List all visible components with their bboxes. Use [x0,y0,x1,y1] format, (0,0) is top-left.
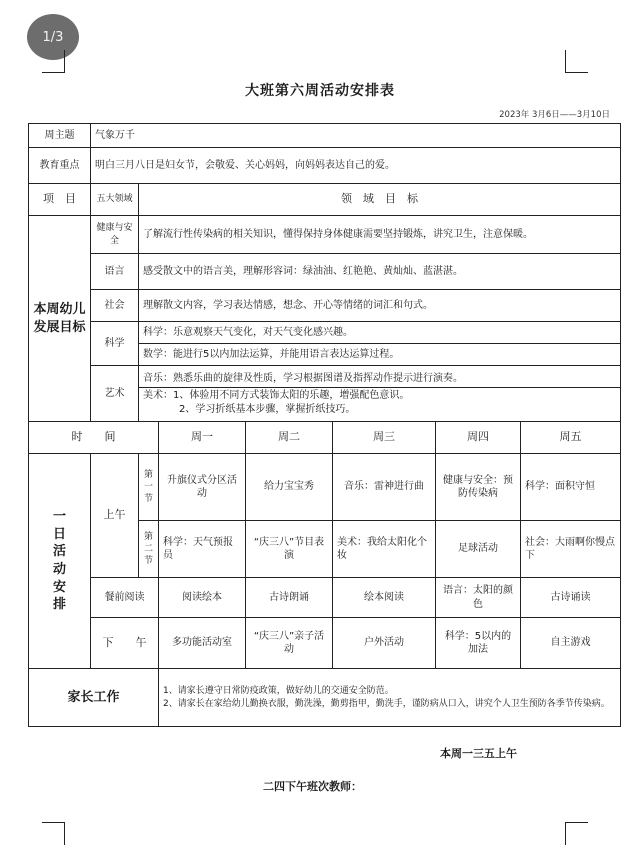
morning-slot-1-row [29,454,621,521]
goal-text-language: 感受散文中的语言美，理解形容词：绿油油、红艳艳、黄灿灿、蓝湛湛。 [139,254,621,290]
schedule-cell: 音乐：雷神进行曲 [333,454,436,521]
goals-header-item: 项 目 [29,184,91,216]
goal-row-society [29,290,621,322]
schedule-cell: 美术：我给太阳化个妆 [333,521,436,578]
goal-area-language: 语言 [91,254,139,290]
goal-row-health [29,216,621,254]
pre-meal-row [29,578,621,618]
schedule-cell: 阅读绘本 [159,578,246,618]
schedule-cell: “庆三八”亲子活动 [246,618,333,669]
schedule-cell: 科学：面积守恒 [521,454,621,521]
day-header: 周四 [436,422,521,454]
goal-text-society: 理解散文内容，学习表达情感，想念、开心等情绪的词汇和句式。 [139,290,621,322]
goal-row-science [29,322,621,344]
footer-line-1: 本周一三五上午 [440,747,517,760]
schedule-cell: 户外活动 [333,618,436,669]
day-header: 周五 [521,422,621,454]
goal-text-health: 了解流行性传染病的相关知识，懂得保持身体健康需要坚持锻炼，讲究卫生，注意保暖。 [139,216,621,254]
goal-area-health: 健康与安全 [91,216,139,254]
focus-value: 明白三月八日是妇女节，会敬爱、关心妈妈，向妈妈表达自己的爱。 [91,148,621,184]
crop-mark-top-right [565,50,588,73]
focus-label: 教育重点 [29,148,91,184]
goals-header-goal: 领 域 目 标 [139,184,621,216]
schedule-cell: 科学：5以内的加法 [436,618,521,669]
afternoon-label: 下 午 [91,618,159,669]
focus-row [29,148,621,184]
goal-text-art-2: 美术：1、体验用不同方式装饰太阳的乐趣，增强配色意识。 [143,390,410,402]
time-label: 时 间 [29,422,159,454]
goal-row-language [29,254,621,290]
goals-header-area: 五大领域 [91,184,139,216]
schedule-cell: “庆三八”节目表演 [246,521,333,578]
theme-label: 周主题 [29,124,91,148]
crop-mark-top-left [42,50,65,73]
day-header: 周三 [333,422,436,454]
parents-label: 家长工作 [29,669,159,727]
schedule-cell: 语言：太阳的颜色 [436,578,521,618]
schedule-cell: 科学：天气预报员 [159,521,246,578]
goals-header-row [29,184,621,216]
day-header: 周二 [246,422,333,454]
goal-row-art [29,366,621,422]
page-indicator-text: 1/3 [42,29,64,45]
afternoon-row [29,618,621,669]
goal-text-science-1: 科学：乐意观察天气变化，对天气变化感兴趣。 [139,322,621,344]
schedule-cell: 古诗朗诵 [246,578,333,618]
date-range: 2023年 3月6日——3月10日 [499,110,610,120]
goal-area-art: 艺术 [91,366,139,422]
footer-line-2: 二四下午班次教师： [263,780,362,793]
day-header: 周一 [159,422,246,454]
schedule-cell: 足球活动 [436,521,521,578]
schedule-header-row [29,422,621,454]
theme-row [29,124,621,148]
goals-section-label: 本周幼儿发展目标 [29,216,91,422]
schedule-cell: 给力宝宝秀 [246,454,333,521]
schedule-cell: 健康与安全：预防传染病 [436,454,521,521]
schedule-cell: 古诗诵读 [521,578,621,618]
goal-text-science-2: 数学：能进行5以内加法运算，并能用语言表达运算过程。 [139,344,621,366]
schedule-cell: 社会：大雨啊你慢点下 [521,521,621,578]
slot-2-label: 第二节 [139,521,159,578]
goal-text-art-1: 音乐：熟悉乐曲的旋律及性质，学习根据图谱及指挥动作提示进行演奏。 [139,370,620,389]
crop-mark-bottom-left [42,822,65,845]
theme-value: 气象万千 [91,124,621,148]
goal-text-art-3: 2、学习折纸基本步骤，掌握折纸技巧。 [179,403,356,415]
parents-text-2: 2、请家长在家给幼儿勤换衣服，勤洗澡，勤剪指甲，勤洗手，谨防病从口入，讲究个人卫生预防各季节传染病。 [163,698,610,709]
schedule-cell: 绘本阅读 [333,578,436,618]
goal-area-society: 社会 [91,290,139,322]
schedule-cell: 多功能活动室 [159,618,246,669]
crop-mark-bottom-right [565,822,588,845]
weekly-schedule-table [28,123,621,727]
pre-meal-label: 餐前阅读 [91,578,159,618]
schedule-section-label: 一日活动安排 [29,454,91,669]
goal-area-science: 科学 [91,322,139,366]
schedule-cell: 升旗仪式分区活动 [159,454,246,521]
parents-text-1: 1、请家长遵守日常防疫政策，做好幼儿的交通安全防范。 [163,686,394,697]
parents-row [29,669,621,727]
schedule-cell: 自主游戏 [521,618,621,669]
document-title: 大班第六周活动安排表 [245,83,395,99]
slot-1-label: 第一节 [139,454,159,521]
morning-label: 上午 [91,454,139,578]
